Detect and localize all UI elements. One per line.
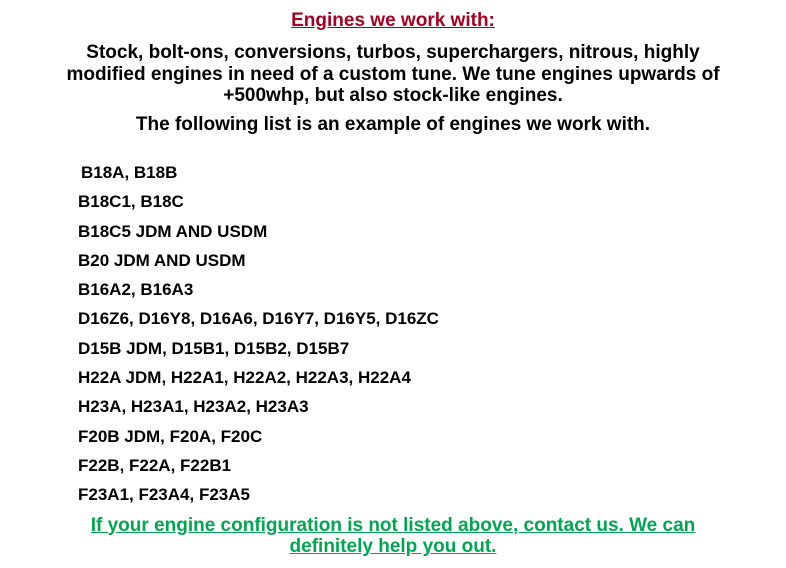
engine-list-item: F20B JDM, F20A, F20C [78,426,263,446]
engine-list-item: B20 JDM AND USDM [78,250,246,270]
engine-list-item: D16Z6, D16Y8, D16A6, D16Y7, D16Y5, D16ZC [78,309,439,329]
engine-list-item: H22A JDM, H22A1, H22A2, H22A3, H22A4 [78,368,411,388]
page-title: Engines we work with: [291,10,495,31]
intro-line-3: +500whp, but also stock-like engines. [223,85,563,106]
engine-list-item: B18C1, B18C [78,192,184,212]
engine-list-item: B18C5 JDM AND USDM [78,221,268,241]
engine-list-item: H23A, H23A1, H23A2, H23A3 [78,397,309,417]
engine-list-item: F22B, F22A, F22B1 [78,455,232,475]
contact-line-1: If your engine configuration is not listed above, contact us. We can [90,514,696,536]
contact-link[interactable] [0,515,786,558]
intro-paragraph [0,42,786,107]
engine-list-item: B16A2, B16A3 [78,280,194,300]
engine-list [78,158,786,510]
engine-list-item: D15B JDM, D15B1, D15B2, D15B7 [78,338,350,358]
engine-list-item: B18A, B18B [81,163,178,182]
intro-line-2: modified engines in need of a custom tune. We tune engines upwards of [66,63,720,85]
list-lead-in: The following list is an example of engines we work with. [135,113,651,135]
contact-line-2: definitely help you out. [289,536,497,558]
intro-line-1: Stock, bolt-ons, conversions, turbos, superchargers, nitrous, highly [86,42,700,63]
engine-list-item: F23A1, F23A4, F23A5 [78,485,250,505]
